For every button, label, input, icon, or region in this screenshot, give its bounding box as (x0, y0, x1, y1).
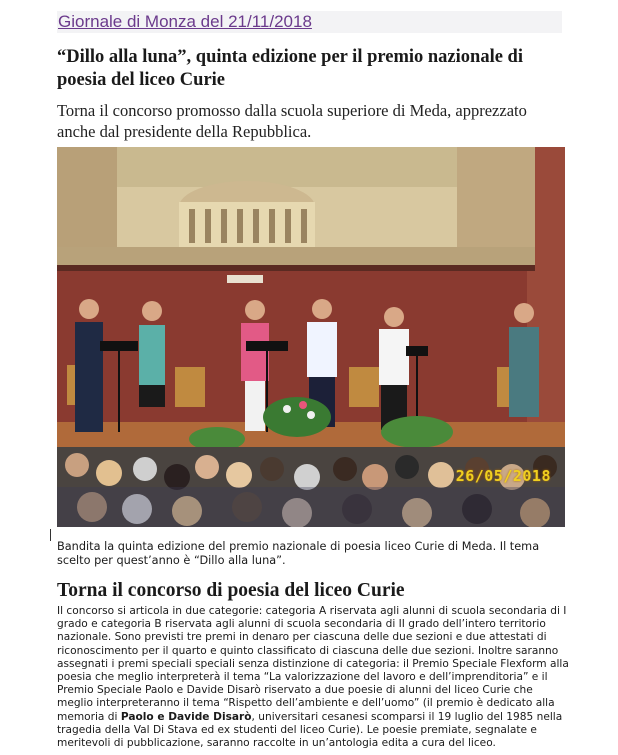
photo-date-stamp: 26/05/2018 (455, 467, 551, 485)
article-subhead: Torna il concorso promosso dalla scuola superiore di Meda, apprezzato anche dal presidente della Repubblica. (57, 101, 527, 141)
article-body-part2: , universitari cesanesi scomparsi il 19 luglio del 1985 nella tragedia della Val Di Stava ed ex studenti del liceo Curie). Le poesie premiate, segnalate e meritevoli di pubblicazione, saranno raccolte in un’antologia edita a cura del liceo. (57, 710, 563, 750)
text-cursor (50, 529, 51, 541)
section-title: Torna il concorso di poesia del liceo Curie (57, 580, 405, 601)
article-body-names: Paolo e Davide Disarò (120, 710, 252, 723)
ceremony-photo (57, 147, 565, 527)
masthead-link[interactable]: Giornale di Monza del 21/11/2018 (58, 12, 312, 31)
article-headline: “Dillo alla luna”, quinta edizione per il premio nazionale di poesia del liceo Curie (57, 47, 523, 90)
photo-caption: Bandita la quinta edizione del premio nazionale di poesia liceo Curie di Meda. Il tema scelto per quest’anno è “Dillo alla luna”. (57, 540, 540, 567)
article-body (57, 605, 569, 750)
article-body-part1: Il concorso si articola in due categorie: categoria A riservata agli alunni di scuola secondaria di I grado e categoria B riservata agli alunni di scuola secondaria di II grado dell’intero territorio nazionale. Sono previsti tre premi in denaro per ciascuna delle due sezioni e due attestati di riconoscimento per il quarto e quinto classificato di ciascuna delle due sezioni. Inoltre saranno assegnati i premi speciali speciali senza distinzione di categoria: il Premio Speciale Flexform alla poesia che meglio interpreterà il tema “La valorizzazione del lavoro e dell’imprenditoria” e il Premio Speciale Paolo e Davide Disarò riservato a due poesie di alunni del liceo Curie che meglio interpreteranno il tema “Rispetto dell’ambiente e dell’uomo” (il premio è dedicato alla memoria di (57, 605, 569, 723)
newspaper-masthead (57, 11, 562, 33)
